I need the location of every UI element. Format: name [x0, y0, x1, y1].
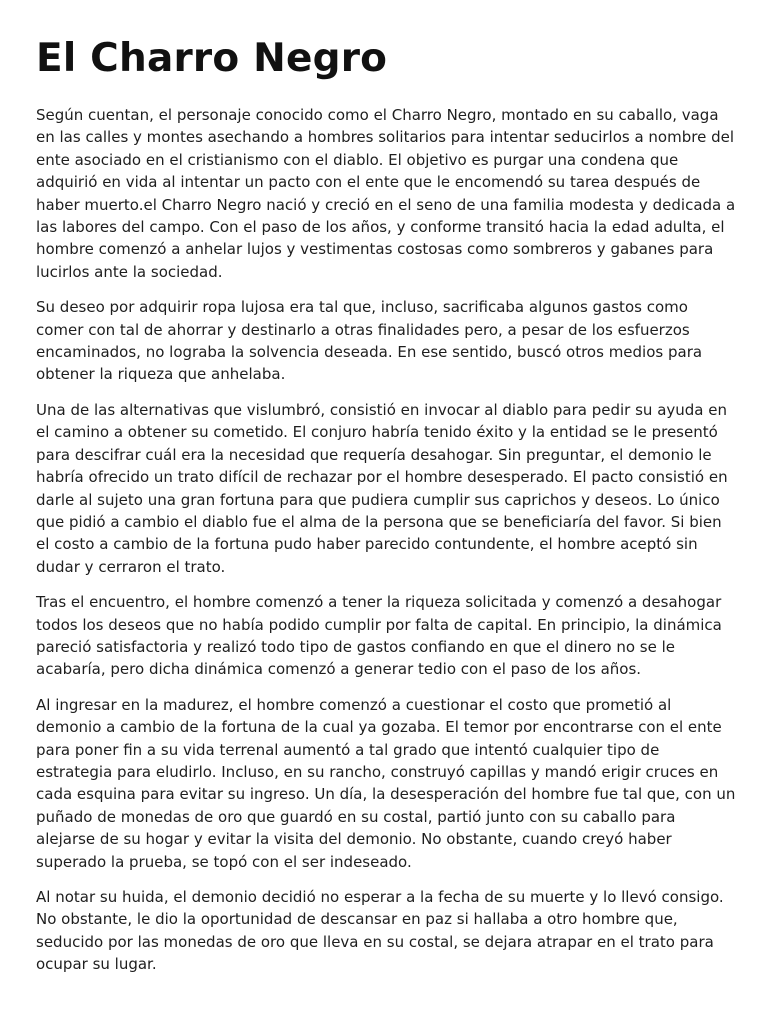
paragraph-3: Una de las alternativas que vislumbró, consistió en invocar al diablo para pedir su ayuda en el camino a obtener su cometido. El conjuro habría tenido éxito y la entidad se le presentó para descifrar cuál era la necesidad que requería desahogar. Sin preguntar, el demonio le habría ofrecido un trato difícil de rechazar por el hombre desesperado. El pacto consistió en darle al sujeto una gran fortuna para que pudiera cumplir sus caprichos y deseos. Lo único que pidió a cambio el diablo fue el alma de la persona que se beneficiaría del favor. Si bien el costo a cambio de la fortuna pudo haber parecido contundente, el hombre aceptó sin dudar y cerraron el trato.: [36, 400, 728, 576]
paragraph-5: Al ingresar en la madurez, el hombre comenzó a cuestionar el costo que prometió al demonio a cambio de la fortuna de la cual ya gozaba. El temor por encontrarse con el ente para poner fin a su vida terrenal aumentó a tal grado que intentó cualquier tipo de estrategia para eludirlo. Incluso, en su rancho, construyó capillas y mandó erigir cruces en cada esquina para evitar su ingreso. Un día, la desesperación del hombre fue tal que, con un puñado de monedas de oro que guardó en su costal, partió junto con su caballo para alejarse de su hogar y evitar la visita del demonio. No obstante, cuando creyó haber superado la prueba, se topó con el ser indeseado.: [36, 695, 736, 871]
paragraph-6: Al notar su huida, el demonio decidió no esperar a la fecha de su muerte y lo llevó consigo. No obstante, le dio la oportunidad de descansar en paz si hallaba a otro hombre que, seducido por las monedas de oro que lleva en su costal, se dejara atrapar en el trato para ocupar su lugar.: [36, 888, 724, 974]
paragraph-4: Tras el encuentro, el hombre comenzó a tener la riqueza solicitada y comenzó a desahogar todos los deseos que no había podido cumplir por falta de capital. En principio, la dinámica pareció satisfactoria y realizó todo tipo de gastos confiando en que el dinero no se le acabaría, pero dicha dinámica comenzó a generar tedio con el paso de los años.: [36, 593, 722, 679]
document-title: El Charro Negro: [36, 36, 388, 81]
document-page: [36, 30, 736, 989]
paragraph-2: Su deseo por adquirir ropa lujosa era tal que, incluso, sacrificaba algunos gastos como comer con tal de ahorrar y destinarlo a otras finalidades pero, a pesar de los esfuerzos encaminados, no lograba la solvencia deseada. En ese sentido, buscó otros medios para obtener la riqueza que anhelaba.: [36, 298, 703, 384]
paragraph-1: Según cuentan, el personaje conocido como el Charro Negro, montado en su caballo, vaga en las calles y montes asechando a hombres solitarios para intentar seducirlos a nombre del ente asociado en el cristianismo con el diablo. El objetivo es purgar una condena que adquirió en vida al intentar un pacto con el ente que le encomendó su tarea después de haber muerto.el Charro Negro nació y creció en el seno de una familia modesta y dedicada a las labores del campo. Con el paso de los años, y conforme transitó hacia la edad adulta, el hombre comenzó a anhelar lujos y vestimentas costosas como sombreros y gabanes para lucirlos ante la sociedad.: [36, 106, 736, 281]
